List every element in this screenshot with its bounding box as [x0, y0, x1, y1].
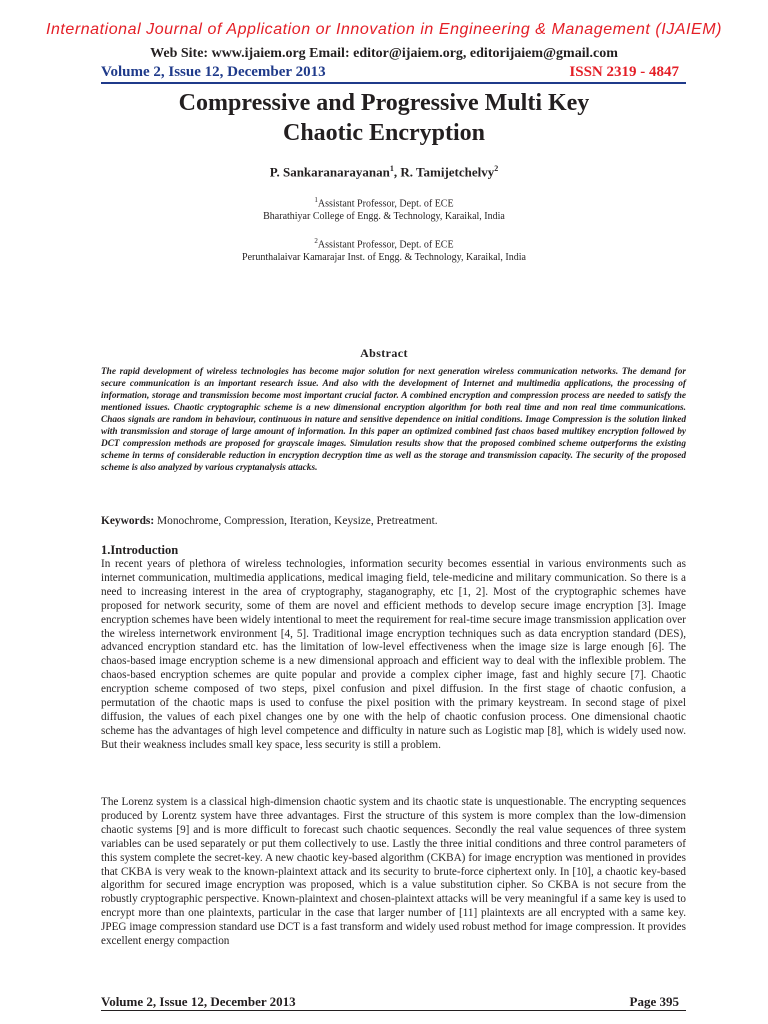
abstract-heading: Abstract: [360, 346, 408, 360]
paper-title-line-1: Compressive and Progressive Multi Key: [178, 90, 590, 116]
author-list: [0, 164, 768, 180]
author-affiliation-marker: 1: [389, 164, 394, 173]
header-issn: ISSN 2319 - 4847: [569, 64, 679, 80]
keywords-text: Monochrome, Compression, Iteration, Keysize, Pretreatment.: [154, 515, 438, 527]
author-name: R. Tamijetchelvy: [400, 164, 495, 180]
affiliation-marker: 2: [314, 237, 318, 245]
affiliation-2: [0, 235, 768, 264]
affiliation-institution: Perunthalaivar Kamarajar Inst. of Engg. & Technology, Karaikal, India: [242, 252, 526, 264]
keywords-label: Keywords:: [101, 515, 155, 527]
footer-page-number: Page 395: [629, 994, 679, 1009]
author-separator: ,: [393, 164, 401, 180]
header-rule: [101, 82, 686, 84]
introduction-paragraph-1: In recent years of plethora of wireless technologies, information security becomes essential in various environments such as internet communication, multimedia applications, medical imaging field, tele-medicine and military communication. So there is a need to increasing interest in the area of cryptography, staganography, etc [1, 2]. Most of the cryptographic schemes have proposed for network security, some of them are novel and efficient methods to develop secure image encryption [3]. Image encryption schemes have been widely intentional to meet the requirement for real-time secure image transmission application over the wireless internetwork environment [4, 5]. Traditional image encryption techniques such as data encryption standard (DES), advanced encryption standard etc. has the limitation of low-level effectiveness when the image size is large enough [6]. The chaos-based image encryption scheme is a new dimensional approach and efficient way to deal with the inflexible problem. The chaos-based encryption schemes are quite popular and provide a complex cipher image, fast and highly secure [7]. Chaotic encryption scheme composed of two steps, pixel confusion and pixel diffusion. In the first stage of chaotic confusion, a permutation of the chaotic maps is used to confuse the pixel position with the primary keystream. In second stage of pixel diffusion, the values of each pixel changes one by one with the help of chaotic confusion process. One dimensional chaotic scheme has the advantages of high level competence and difficulty in nature such as Logistic map [8], which is widely used now. But their weakness includes small key space, less security is still a problem.: [101, 558, 686, 751]
footer-rule: [101, 1010, 686, 1011]
author-affiliation-marker: 2: [494, 164, 499, 173]
affiliation-role: $^2$Assistant Professor, Dept. of ECE: [314, 237, 454, 251]
affiliation-marker: 1: [314, 196, 318, 204]
introduction-paragraph-2: The Lorenz system is a classical high-dimension chaotic system and its chaotic state is unquestionable. The encrypting sequences produced by Lorentz system have three advantages. First the structure of this system is more complex than the low-dimension chaotic systems [9] and is more difficult to forecast such chaotic sequences. Secondly the real value sequences of three system variables can be used separately or put them collectively to use. Lastly the three initial conditions and three control parameters of this system complete the secret-key. A new chaotic key-based algorithm (CKBA) for image encryption was mentioned in provides that CKBA is very weak to the known-plaintext attack and its security to brute-force ciphertext only. In [10], a chaotic key-based algorithm for secured image encryption was proposed, which is a value substitution cipher. So CKBA is not secure from the robustly cryptographic perspective. Known-plaintext and chosen-plaintext attacks will be very meaningful if a same key is used to encrypt more than one plaintexts, particular in the case that larger number of [11] plaintexts are all encrypted with a same key. JPEG image compression standard use DCT is a fast transform and widely used robust method for image compression. It provides excellent energy compaction: [101, 796, 686, 948]
abstract-text: The rapid development of wireless technologies has become major solution for next generation wireless communication networks. The demand for secure communication is an important research issue. And also with the development of Internet and multimedia applications, the processing of information, storage and transmission become most important crucial factor. A combined encryption and compression process are needed to satisfy the mentioned issues. Chaotic cryptographic scheme is a new dimensional encryption algorithm for both real time and non real time communications. Chaos signals are random in behaviour, continuous in nature and sensitive dependence on initial conditions. Image Compression is the solution linked with transmission and storage of large amount of information. In this paper an optimized combined fast chaos based multikey encryption followed by DCT compression methods are proposed for grayscale images. Simulation results show that the proposed combined scheme outperforms the existing scheme in terms of considerable reduction in encryption decryption time as well as the storage and transmission capacity. The security of the proposed scheme is also analyzed by various cryptanalysis attacks.: [101, 367, 686, 473]
paper-title: [0, 88, 768, 148]
journal-contact-line: Web Site: www.ijaiem.org Email: editor@ijaiem.org, editorijaiem@gmail.com: [150, 46, 618, 61]
affiliation-1: [0, 194, 768, 223]
journal-title: International Journal of Application or Innovation in Engineering & Management (IJAIEM): [45, 21, 723, 38]
keywords-line: [101, 515, 686, 527]
section-heading-introduction: 1.Introduction: [101, 543, 179, 557]
author-name: P. Sankaranarayanan: [269, 164, 390, 180]
affiliation-role: $^1$Assistant Professor, Dept. of ECE: [314, 196, 454, 210]
affiliation-institution: Bharathiyar College of Engg. & Technology, Karaikal, India: [263, 211, 505, 223]
paper-title-line-2: Chaotic Encryption: [282, 120, 485, 146]
footer-volume-issue: Volume 2, Issue 12, December 2013: [101, 994, 296, 1009]
header-volume-issue: Volume 2, Issue 12, December 2013: [101, 64, 326, 80]
